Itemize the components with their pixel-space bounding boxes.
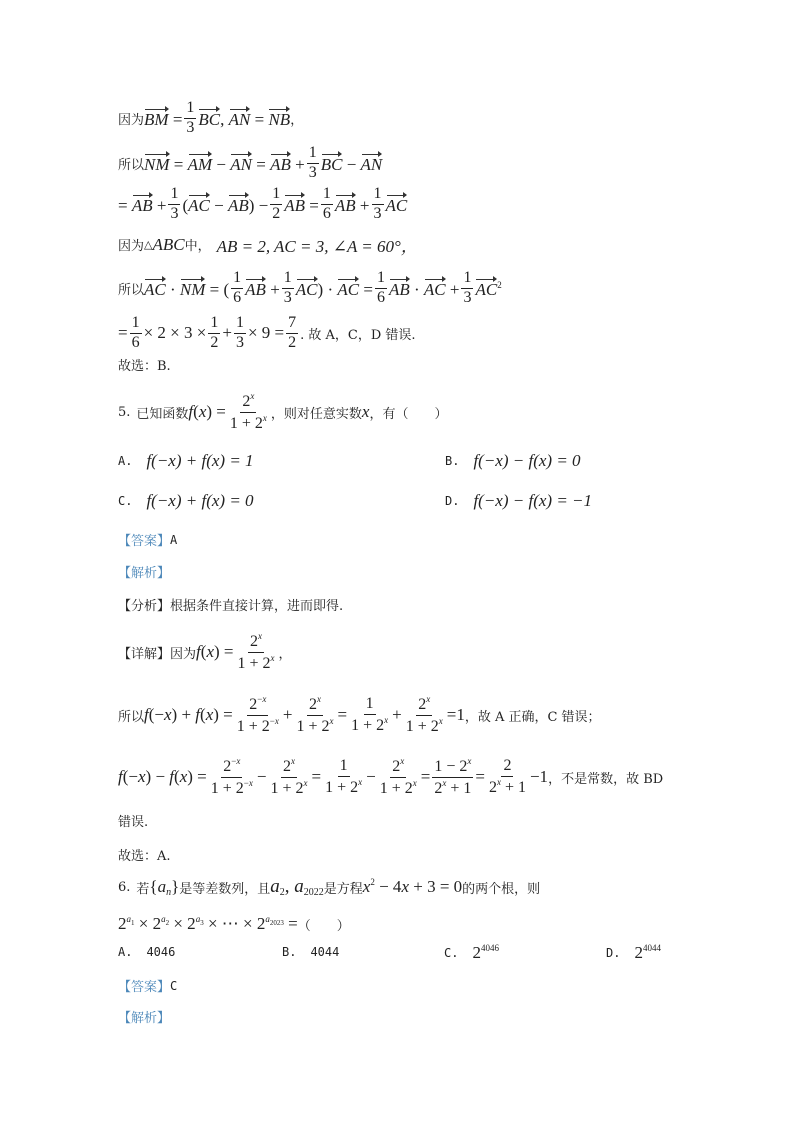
question-number: 5. <box>118 404 131 420</box>
analysis-line: 【分析】 根据条件直接计算，进而即得. <box>118 599 344 614</box>
q6-option-b: B. 4044 <box>282 945 340 959</box>
q6-option-c: C. $2^{4046}$ <box>444 943 499 962</box>
option-d: D. f(−x) − f(x) = −1 <box>445 491 593 510</box>
answer-value: A <box>170 532 178 547</box>
sum-line: 所以 f(−x) + f(x) = $\frac{2^{-x}}{1 + 2^{-x}}$ + $\frac{2^x}{1 + 2^x}$ = $\frac{1}{1 + 2^x}$ + $\frac{2^x}{1 + 2^x}$ =1 ，故 A 正确，C 错误； <box>118 694 601 735</box>
question-number: 6. <box>118 879 131 895</box>
answer-tag: 【答案】 <box>118 980 171 995</box>
option-b: B. f(−x) − f(x) = 0 <box>445 451 581 470</box>
solution-line-5: 所以 AC · NM = ( $\frac{1}{6}$ AB + $\frac{1}{3}$ AC) · AC = $\frac{1}{6}$ AB · AC + $\frac{1}{3}$ $AC^2$ <box>118 269 502 306</box>
solution-line-2: 所以 NM = AM − AN = AB + $\frac{1}{3}$ BC − AN <box>118 144 383 181</box>
detail-line: 【详解】 因为 f(x) = $\frac{2^x}{1 + 2^x}$ ， <box>118 631 292 672</box>
solution-line-1: 因为 BM = $\frac{1}{3}$ BC, AN = NB ， <box>118 99 304 136</box>
answer-tag: 【答案】 <box>118 534 171 549</box>
solution-line-6: = $\frac{1}{6}$ × 2 × 3 × $\frac{1}{2}$ + $\frac{1}{3}$ × 9 = $\frac{7}{2}$ . 故 A，C，D 错误. <box>118 314 416 351</box>
solution-line-4: 因为 △ ABC 中， AB = 2, AC = 3, ∠A = 60°， <box>118 234 418 256</box>
answer-line <box>118 530 191 549</box>
diff-line: f(−x) − f(x) = $\frac{2^{-x}}{1 + 2^{-x}}$ − $\frac{2^x}{1 + 2^x}$ = $\frac{1}{1 + 2^x}$ − $\frac{2^x}{1 + 2^x}$ = $\frac{1 - 2^x}{2^x + 1}$ = $\frac{2}{2^x + 1}$ −1 ，不是常数，故 BD <box>118 756 664 797</box>
answer-value: C <box>170 978 178 993</box>
solution-line-3: = AB + $\frac{1}{3}$ (AC − AB) − $\frac{1}{2}$ AB = $\frac{1}{6}$ AB + $\frac{1}{3}$ AC <box>118 185 408 222</box>
analysis-tag: 【解析】 <box>118 566 171 581</box>
question-5-stem: 5. 已知函数 f(x) = $\frac{2^x}{1 + 2^x}$ ，则对任意实数 x ，有（ ） <box>118 391 448 432</box>
solution-conclusion: 故选：B. <box>118 359 171 374</box>
q6-analysis-tag: 【解析】 <box>118 1011 171 1026</box>
question-6-stem: 6. 若 $\{a_n\}$ 是等差数列，且 $a_2$, $a_{2022}$ 是方程 $x^2 - 4x + 3 = 0$ 的两个根，则 <box>118 876 541 898</box>
option-c: C. f(−x) + f(x) = 0 <box>118 491 254 510</box>
q6-option-d: D. $2^{4044}$ <box>606 943 661 962</box>
q6-option-a: A. 4046 <box>118 945 176 959</box>
question-6-expression: $2^{a_1} \times 2^{a_2} \times 2^{a_3}$ × ⋯ × $2^{a_{2023}}$ = （ ） <box>118 914 350 934</box>
diff-line-cont: 错误. <box>118 815 149 830</box>
question-5-conclusion: 故选：A. <box>118 849 171 864</box>
q6-answer-line <box>118 976 191 995</box>
option-a: A. f(−x) + f(x) = 1 <box>118 451 254 470</box>
